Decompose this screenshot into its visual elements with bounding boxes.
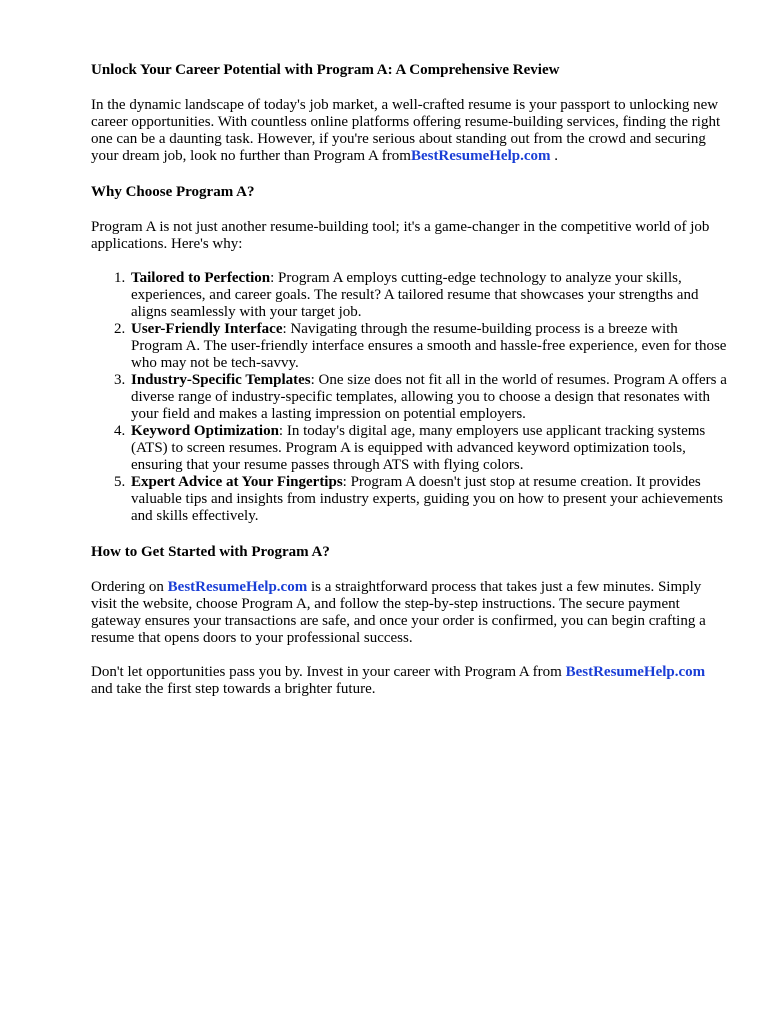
benefit-term: User-Friendly Interface: [131, 321, 283, 337]
intro-site-link[interactable]: BestResumeHelp.com: [410, 148, 551, 164]
intro-text: In the dynamic landscape of today's job market, a well-crafted resume is your passport to unlocking new career opportunities. With countless online platforms offering resume-building services, finding the right one can be a daunting task. However, if you're serious about standing out from the crowd and securing your dream job, look no further than Program A from: [91, 97, 721, 164]
closing-site-link[interactable]: BestResumeHelp.com: [565, 664, 706, 680]
intro-paragraph: [91, 97, 728, 165]
benefit-term: Keyword Optimization: [131, 423, 279, 439]
benefit-item: [129, 372, 728, 423]
benefit-description: : In today's digital age, many employers use applicant tracking systems (ATS) to screen resumes. Program A is equipped with advanced keyword optimization tools, ensuring that your resume passes through ATS with flying colors.: [131, 423, 706, 473]
why-heading: Why Choose Program A?: [91, 184, 255, 200]
start-paragraph: [91, 579, 728, 647]
benefit-description: : Program A employs cutting-edge technology to analyze your skills, experiences, and career goals. The result? A tailored resume that showcases your strengths and aligns seamlessly with your target job.: [131, 270, 699, 320]
closing-paragraph: [91, 664, 728, 698]
document-title: Unlock Your Career Potential with Program A: A Comprehensive Review: [91, 62, 560, 78]
start-heading: How to Get Started with Program A?: [91, 544, 330, 560]
benefits-list: [91, 270, 728, 525]
benefit-item: [129, 270, 728, 321]
benefit-term: Tailored to Perfection: [131, 270, 271, 286]
benefit-term: Expert Advice at Your Fingertips: [131, 474, 343, 490]
start-site-link[interactable]: BestResumeHelp.com: [167, 579, 308, 595]
closing-before-link: Don't let opportunities pass you by. Invest in your career with Program A from: [91, 664, 566, 680]
benefit-item: [129, 321, 728, 372]
why-intro-paragraph: Program A is not just another resume-building tool; it's a game-changer in the competitive world of job applications. Here's why:: [91, 219, 710, 252]
benefit-item: [129, 423, 728, 474]
intro-after-link: .: [550, 148, 558, 164]
closing-after-link: and take the first step towards a brighter future.: [91, 681, 376, 697]
start-after-link: is a straightforward process that takes just a few minutes. Simply visit the website, choose Program A, and follow the step-by-step instructions. The secure payment gateway ensures your transactions are safe, and once your order is confirmed, you can begin crafting a resume that opens doors to your professional success.: [91, 579, 706, 646]
benefit-description: : Navigating through the resume-building process is a breeze with Program A. The user-friendly interface ensures a smooth and hassle-free experience, even for those who may not be tech-savvy.: [131, 321, 727, 371]
start-before-link: Ordering on: [91, 579, 168, 595]
benefit-term: Industry-Specific Templates: [131, 372, 311, 388]
benefit-description: : One size does not fit all in the world of resumes. Program A offers a diverse range of industry-specific templates, allowing you to choose a design that resonates with your field and makes a lasting impression on potential employers.: [131, 372, 727, 422]
benefit-item: [129, 474, 728, 525]
benefit-description: : Program A doesn't just stop at resume creation. It provides valuable tips and insights from industry experts, guiding you on how to present your achievements and skills effectively.: [131, 474, 723, 524]
